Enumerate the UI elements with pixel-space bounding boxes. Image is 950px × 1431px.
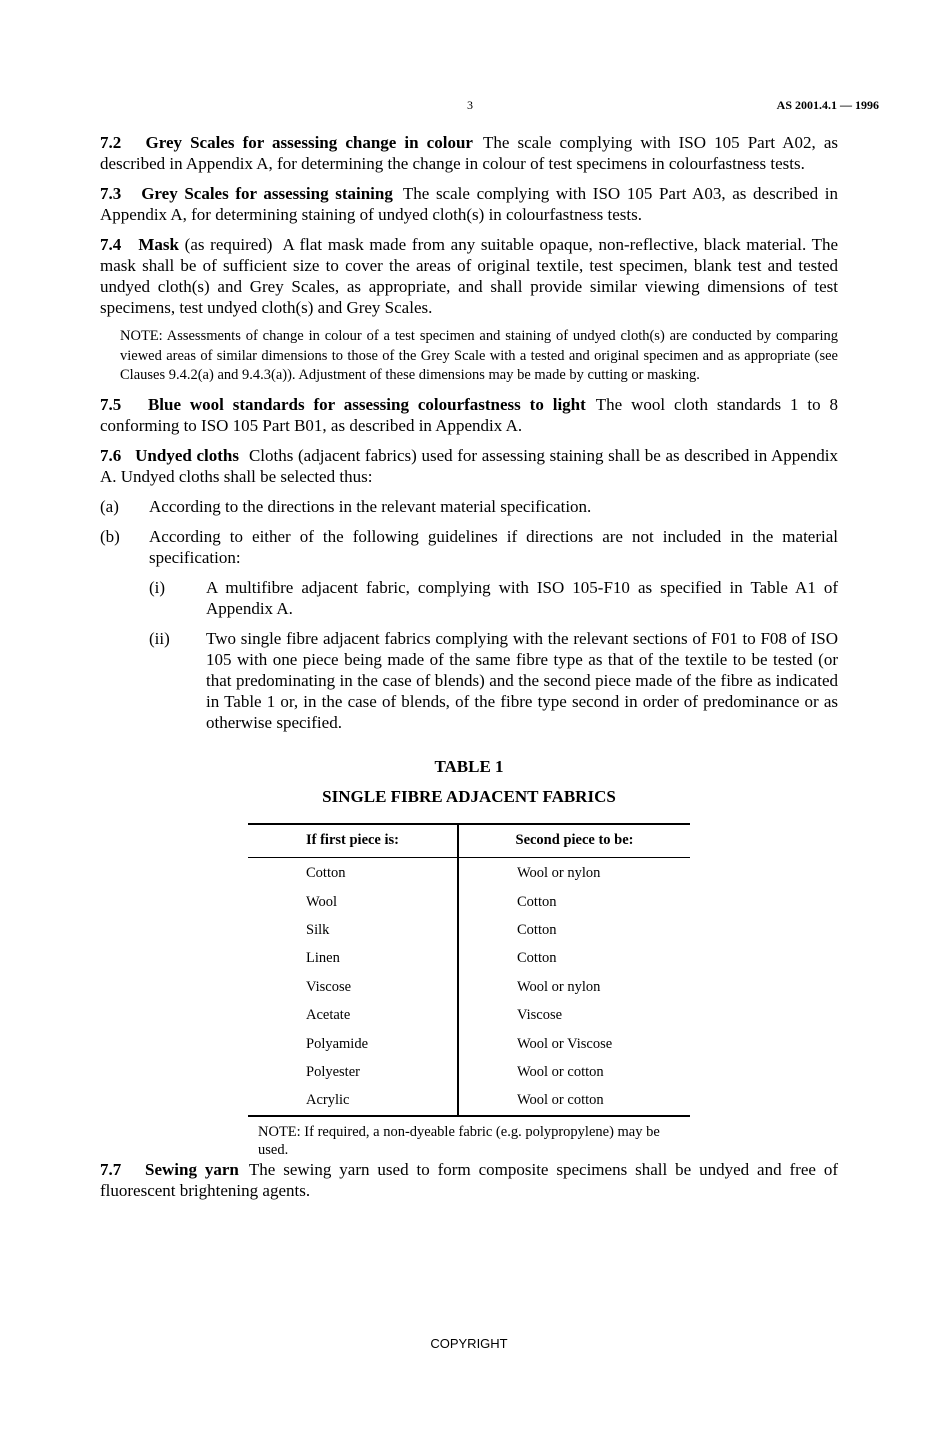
list-item-b-i <box>149 577 838 619</box>
clause-text: A flat mask made from any suitable opaque, non-reflective, black material. The mask shall be of sufficient size to cover the areas of original textile, test specimen, blank test and tested undyed cloth(s) and Grey Scales, as appropriate, and shall provide similar viewing dimensions of test specimens, test undyed cloth(s) and Grey Scales. <box>100 235 839 317</box>
table-row <box>248 1058 690 1086</box>
list-text: According to either of the following guidelines if directions are not included in the material specification: <box>149 526 838 567</box>
clause-7-4-note: NOTE: Assessments of change in colour of a test specimen and staining of undyed cloth(s) are conducted by comparing viewed areas of similar dimensions to those of the Grey Scale with a tested and original specimen and as appropriate (see Clauses 9.4.2(a) and 9.4.3(a)). Adjustment of these dimensions may be made by cutting or masking. <box>120 328 838 383</box>
table-number: TABLE 1 <box>434 756 504 776</box>
clause-text: Cloths (adjacent fabrics) used for assessing staining shall be as described in Appendix A. Undyed cloths shall be selected thus: <box>100 445 839 486</box>
clause-7-7 <box>100 1159 838 1201</box>
clause-title: Grey Scales for assessing staining <box>141 184 393 203</box>
table-cell: Wool or Viscose <box>517 1035 613 1052</box>
table-cell: Wool <box>248 888 458 916</box>
table-cell: Viscose <box>517 1007 563 1024</box>
list-text: According to the directions in the relevant material specification. <box>149 496 592 516</box>
clause-text: The sewing yarn used to form composite specimens shall be undyed and free of fluorescent brightening agents. <box>100 1160 838 1201</box>
clause-7-2 <box>100 132 838 174</box>
clause-text: The wool cloth standards 1 to 8 conforming to ISO 105 Part B01, as described in Appendix A. <box>100 394 838 435</box>
list-label: (i) <box>149 577 166 597</box>
table-row <box>248 888 690 916</box>
list-text: A multifibre adjacent fabric, complying with ISO 105-F10 as specified in Table A1 of Appendix A. <box>206 577 838 618</box>
clause-title: Blue wool standards for assessing colourfastness to light <box>147 394 586 414</box>
clause-number: 7.7 <box>100 1160 122 1180</box>
clause-number: 7.4 <box>100 235 122 254</box>
clause-7-3 <box>100 183 838 225</box>
page-number: 3 <box>467 98 473 112</box>
fibre-table <box>248 823 690 1118</box>
clause-title: Mask <box>138 235 179 254</box>
table-header-row <box>248 824 690 858</box>
table-cell: Silk <box>248 916 458 944</box>
column-header: Second piece to be: <box>458 824 690 858</box>
page-body <box>100 132 838 1210</box>
clause-text: The scale complying with ISO 105 Part A03, as described in Appendix A, for determining staining of undyed cloth(s) in colourfastness tests. <box>100 184 839 224</box>
table-cell: Cotton <box>517 893 557 910</box>
table-row <box>248 1001 690 1029</box>
list-label: (b) <box>100 526 120 546</box>
table-cell: Wool or cotton <box>458 1087 690 1116</box>
list-label: (ii) <box>149 628 170 648</box>
copyright-footer: COPYRIGHT <box>430 1336 508 1351</box>
table-cell: Acetate <box>248 1001 458 1029</box>
list-item-a <box>100 496 838 517</box>
clause-title: Sewing yarn <box>145 1160 239 1180</box>
clause-7-5 <box>100 394 838 436</box>
clause-7-4 <box>100 234 838 318</box>
clause-number: 7.2 <box>100 133 122 152</box>
clause-number: 7.6 <box>100 445 122 465</box>
table-cell: Linen <box>248 945 458 973</box>
list-text: Two single fibre adjacent fabrics complying with the relevant sections of F01 to F08 of ISO 105 with one piece being made of the same fibre type as that of the textile to be tested (or that predominating in the case of blends) and the second piece made of the fibre as indicated in Table 1 or, in the case of blends, of the fibre type second in order of predominance or as otherwise specified. <box>206 628 838 732</box>
table-row <box>248 857 690 888</box>
table-cell: Acrylic <box>248 1087 458 1116</box>
table-cell: Polyester <box>248 1058 458 1086</box>
table-title: SINGLE FIBRE ADJACENT FABRICS <box>322 786 616 806</box>
list-item-b-ii <box>149 628 838 733</box>
list-item-b <box>100 526 838 568</box>
table-cell: Cotton <box>517 950 557 967</box>
table-cell: Cotton <box>517 921 557 938</box>
list-label: (a) <box>100 496 119 516</box>
clause-number: 7.3 <box>100 184 122 203</box>
clause-7-6 <box>100 445 838 487</box>
table-cell: Wool or nylon <box>517 978 601 995</box>
table-cell: Viscose <box>248 973 458 1001</box>
table-row <box>248 945 690 973</box>
table-cell: Wool or nylon <box>517 865 601 882</box>
table-cell: Cotton <box>248 857 458 888</box>
table-row <box>248 1030 690 1058</box>
clause-title: Undyed cloths <box>135 445 239 465</box>
table-row <box>248 973 690 1001</box>
clause-text: The scale complying with ISO 105 Part A02, as described in Appendix A, for determining the change in colour of test specimens in colourfastness tests. <box>100 133 838 173</box>
table-row <box>248 1087 690 1116</box>
clause-qualifier: (as required) <box>184 235 273 254</box>
clause-number: 7.5 <box>100 394 122 414</box>
table-note: NOTE: If required, a non-dyeable fabric (e.g. polypropylene) may be used. <box>258 1124 660 1159</box>
column-header: If first piece is: <box>248 824 458 858</box>
clause-title: Grey Scales for assessing change in colour <box>145 133 473 152</box>
table-cell: Wool or cotton <box>517 1063 604 1080</box>
standard-identifier: AS 2001.4.1 — 1996 <box>776 98 879 112</box>
table-row <box>248 916 690 944</box>
table-cell: Polyamide <box>248 1030 458 1058</box>
